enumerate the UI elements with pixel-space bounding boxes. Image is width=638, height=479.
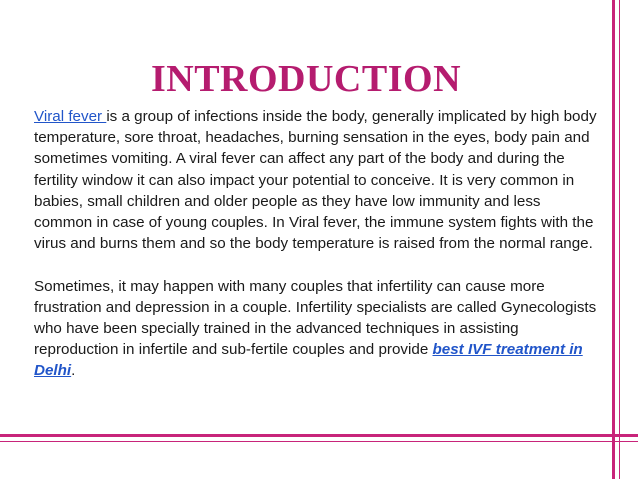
right-border-line-thin (619, 0, 620, 479)
slide-body (34, 106, 600, 382)
viral-fever-link[interactable]: Viral fever (34, 108, 107, 125)
best-ivf-treatment-link[interactable]: best IVF treatment in Delhi (34, 341, 583, 380)
paragraph-viral-fever-text: is a group of infections inside the body, generally implicated by high body temperature, sore throat, headaches, burning sensation in the eyes, body pain and sometimes vomiting. A viral fever can affect any part of the body and during the fertility window it can also impact your potential to conceive. It is very common in babies, small children and older people as they have low immunity and less common in case of young couples. In Viral fever, the immune system fights with the virus and burns them and so the body temperature is raised from the normal range. (34, 108, 597, 253)
paragraph-viral-fever (34, 106, 600, 254)
right-border-line (612, 0, 615, 479)
bottom-border-line-thin (0, 441, 638, 442)
paragraph-infertility (34, 276, 600, 382)
paragraph-infertility-text: Sometimes, it may happen with many couples that infertility can cause more frustration and depression in a couple. Infertility specialists are called Gynecologists who have been specially trained in the advanced techniques in assisting reproduction in infertile and sub-fertile couples and provide (34, 277, 597, 359)
slide-title: INTRODUCTION (150, 58, 462, 100)
paragraph-infertility-end: . (71, 362, 76, 380)
bottom-border-line (0, 434, 638, 437)
